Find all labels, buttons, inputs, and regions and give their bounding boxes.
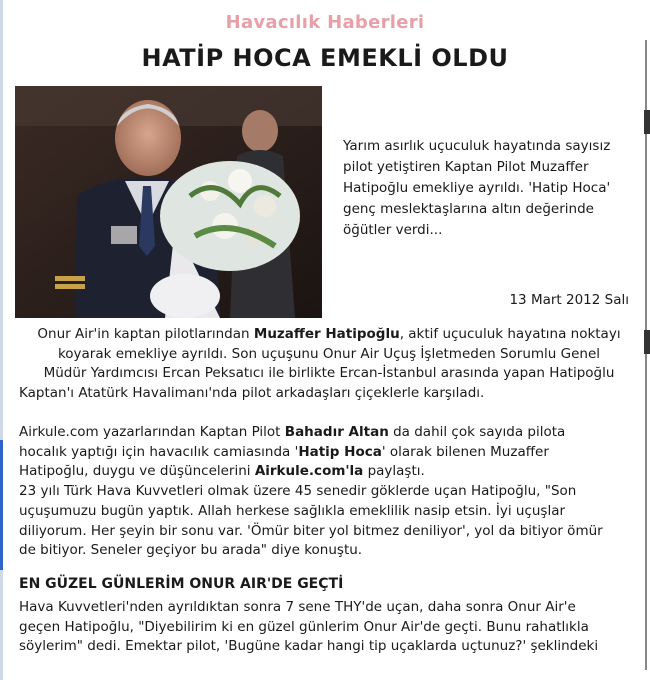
paragraph-3 (19, 598, 639, 657)
scan-right-mark (644, 110, 650, 134)
scan-left-accent (0, 440, 3, 570)
scan-left-edge (0, 0, 3, 680)
section-title: Havacılık Haberleri (225, 12, 425, 33)
caption-line: Yarım asırlık uçuculuk hayatında sayısız (343, 138, 611, 154)
caption-line: pilot yetiştiren Kaptan Pilot Muzaffer (343, 159, 589, 175)
caption-line: genç meslektaşlarına altın değerinde (343, 201, 594, 217)
paragraph-line: Hatipoğlu, duygu ve düşüncelerini Airkule.com'la paylaştı. (19, 463, 425, 480)
scan-right-edge (645, 40, 647, 670)
paragraph-line: de bitiyor. Seneler geçiyor bu arada" diye konuştu. (19, 542, 363, 559)
paragraph-2 (19, 423, 639, 561)
paragraph-line: diliyorum. Her şeyin bir sonu var. 'Ömür biter yol bitmez deniliyor', yol da bitiyor ömür (19, 522, 603, 539)
site-name: Airkule.com'la (254, 463, 364, 480)
article-date: 13 Mart 2012 Salı (509, 292, 629, 308)
photo-caption (343, 136, 633, 241)
subheading: EN GÜZEL GÜNLERİM ONUR AIR'DE GEÇTİ (19, 576, 344, 592)
caption-line: Hatipoğlu emekliye ayrıldı. 'Hatip Hoca' (343, 180, 611, 196)
paragraph-line: uçuşumuzu bugün yaptık. Allah herkese sağlıkla emeklilik nasip etsin. İyi uçuşlar (19, 502, 566, 519)
paragraph-line: 23 yılı Türk Hava Kuvvetleri olmak üzere 45 senedir göklerde uçan Hatipoğlu, "Son (19, 483, 577, 500)
paragraph-line: geçen Hatipoğlu, "Diyebilirim ki en güzel günlerim Onur Air'de geçti. Bunu rahatlıkla (19, 618, 589, 635)
caption-line: öğütler verdi... (343, 222, 443, 238)
captain-with-flowers-photo (15, 86, 322, 318)
paragraph-line: Airkule.com yazarlarından Kaptan Pilot Bahadır Altan da dahil çok sayıda pilota (19, 424, 566, 440)
paragraph-line: Onur Air'in kaptan pilotlarından Muzaffer Hatipoğlu, aktif uçuculuk hayatına noktayı (37, 326, 621, 342)
paragraph-line: koyarak emekliye ayrıldı. Son uçuşunu Onur Air Uçuş İşletmeden Sorumlu Genel (57, 345, 601, 362)
scan-right-mark (644, 330, 650, 354)
paragraph-line: Kaptan'ı Atatürk Havalimanı'nda pilot arkadaşları çiçeklerle karşıladı. (19, 385, 485, 402)
paragraph-line: Hava Kuvvetleri'nden ayrıldıktan sonra 7 sene THY'de uçan, daha sonra Onur Air'e (19, 599, 576, 615)
paragraph-line: hocalık yaptığı için havacılık camiasında 'Hatip Hoca' olarak bilenen Muzaffer (19, 443, 549, 460)
nickname: Hatip Hoca (298, 443, 382, 460)
author-name: Bahadır Altan (284, 424, 389, 440)
paragraph-1 (19, 325, 639, 404)
paragraph-line: söylerim" dedi. Emektar pilot, 'Bugüne kadar hangi tip uçaklarda uçtunuz?' şeklindeki (19, 638, 599, 655)
paragraph-line: Müdür Yardımcısı Ercan Peksatıcı ile birlikte Ercan-İstanbul arasında yapan Hatipoğlu (43, 365, 615, 382)
headline: HATİP HOCA EMEKLİ OLDU (141, 44, 509, 72)
pilot-name: Muzaffer Hatipoğlu (253, 326, 400, 342)
